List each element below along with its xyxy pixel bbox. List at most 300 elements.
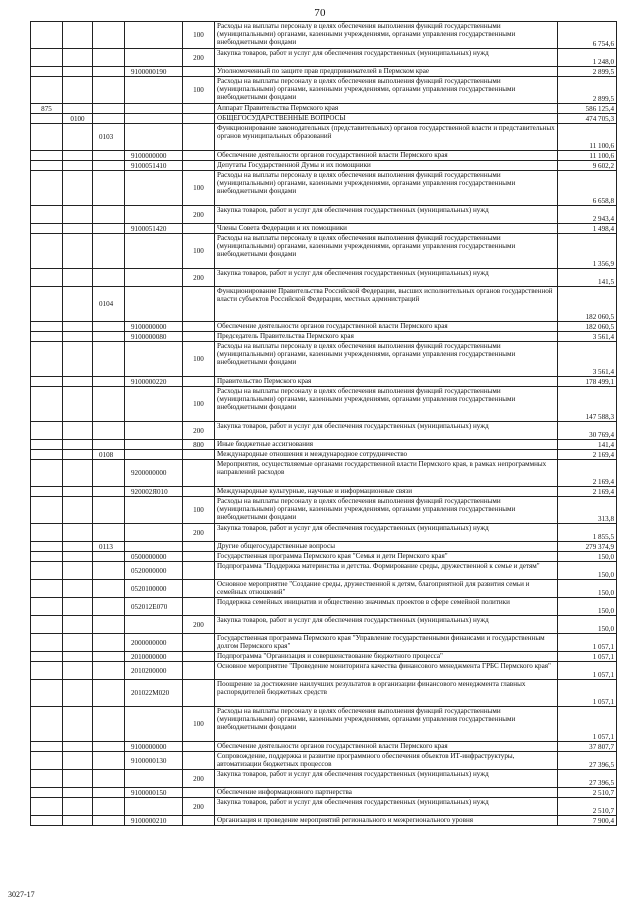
cell-amount: 2 899,5 — [558, 77, 617, 104]
cell-gov-code: 875 — [31, 104, 63, 114]
cell-expense-type: 200 — [183, 798, 215, 816]
cell-subsection — [93, 580, 125, 598]
cell-target-article: 2000000000 — [125, 634, 183, 652]
cell-expense-type: 100 — [183, 22, 215, 49]
cell-gov-code — [31, 287, 63, 322]
table-row — [31, 206, 617, 224]
cell-gov-code — [31, 67, 63, 77]
cell-amount: 2 169,4 — [558, 460, 617, 487]
cell-amount: 150,0 — [558, 580, 617, 598]
cell-expense-type — [183, 580, 215, 598]
cell-name: Закупка товаров, работ и услуг для обеспечения государственных (муниципальных) нужд — [215, 269, 558, 287]
cell-section — [63, 22, 93, 49]
cell-expense-type — [183, 460, 215, 487]
cell-target-article — [125, 524, 183, 542]
cell-gov-code — [31, 524, 63, 542]
table-row — [31, 151, 617, 161]
cell-section — [63, 580, 93, 598]
cell-expense-type — [183, 752, 215, 770]
cell-name: Расходы на выплаты персоналу в целях обеспечения выполнения функций государственными (муниципальными) органами, казенными учреждениями, органами управления государственными внебюджетными фондами — [215, 387, 558, 422]
table-row — [31, 332, 617, 342]
table-row — [31, 598, 617, 616]
cell-subsection — [93, 422, 125, 440]
cell-target-article: 9200000000 — [125, 460, 183, 487]
cell-expense-type: 100 — [183, 77, 215, 104]
cell-amount: 178 499,1 — [558, 377, 617, 387]
table-row — [31, 707, 617, 742]
cell-name: Функционирование Правительства Российской Федерации, высших исполнительных органов государственной власти субъектов Российской Федерации, местных администраций — [215, 287, 558, 322]
cell-gov-code — [31, 662, 63, 680]
cell-name: Обеспечение деятельности органов государственной власти Пермского края — [215, 322, 558, 332]
cell-gov-code — [31, 770, 63, 788]
table-row — [31, 161, 617, 171]
cell-gov-code — [31, 816, 63, 826]
cell-amount: 141,4 — [558, 440, 617, 450]
cell-target-article — [125, 450, 183, 460]
cell-gov-code — [31, 322, 63, 332]
cell-gov-code — [31, 742, 63, 752]
table-row — [31, 387, 617, 422]
cell-target-article: 9100051420 — [125, 224, 183, 234]
cell-section — [63, 422, 93, 440]
cell-name: Иные бюджетные ассигнования — [215, 440, 558, 450]
cell-gov-code — [31, 616, 63, 634]
cell-name: Расходы на выплаты персоналу в целях обеспечения выполнения функций государственными (муниципальными) органами, казенными учреждениями, органами управления государственными внебюджетными фондами — [215, 171, 558, 206]
cell-section — [63, 322, 93, 332]
cell-amount: 11 100,6 — [558, 124, 617, 151]
cell-name: Основное мероприятие "Создание среды, дружественной к детям, благоприятной для развития семьи и семейных отношений" — [215, 580, 558, 598]
table-row — [31, 422, 617, 440]
cell-target-article — [125, 77, 183, 104]
cell-expense-type — [183, 287, 215, 322]
cell-subsection — [93, 224, 125, 234]
cell-amount: 37 807,7 — [558, 742, 617, 752]
cell-expense-type — [183, 104, 215, 114]
cell-section — [63, 680, 93, 707]
cell-target-article: 9100051410 — [125, 161, 183, 171]
cell-section — [63, 460, 93, 487]
cell-expense-type: 100 — [183, 387, 215, 422]
cell-name: Члены Совета Федерации и их помощники — [215, 224, 558, 234]
cell-section — [63, 816, 93, 826]
cell-expense-type: 200 — [183, 269, 215, 287]
cell-name: Уполномоченный по защите прав предпринимателей в Пермском крае — [215, 67, 558, 77]
cell-subsection — [93, 562, 125, 580]
cell-target-article — [125, 440, 183, 450]
cell-name: Расходы на выплаты персоналу в целях обеспечения выполнения функций государственными (муниципальными) органами, казенными учреждениями, органами управления государственными внебюджетными фондами — [215, 707, 558, 742]
budget-table-body — [31, 22, 617, 826]
cell-section — [63, 234, 93, 269]
cell-target-article — [125, 234, 183, 269]
cell-amount: 1 057,1 — [558, 707, 617, 742]
cell-amount: 27 396,5 — [558, 752, 617, 770]
cell-amount: 313,8 — [558, 497, 617, 524]
cell-amount: 1 855,5 — [558, 524, 617, 542]
cell-gov-code — [31, 377, 63, 387]
cell-target-article: 2010200000 — [125, 662, 183, 680]
cell-gov-code — [31, 634, 63, 652]
cell-subsection — [93, 742, 125, 752]
cell-subsection — [93, 151, 125, 161]
cell-subsection — [93, 680, 125, 707]
table-row — [31, 770, 617, 788]
cell-amount: 1 057,1 — [558, 680, 617, 707]
cell-name: Расходы на выплаты персоналу в целях обеспечения выполнения функций государственными (муниципальными) органами, казенными учреждениями, органами управления государственными внебюджетными фондами — [215, 342, 558, 377]
cell-target-article: 9100000130 — [125, 752, 183, 770]
cell-subsection — [93, 440, 125, 450]
cell-section — [63, 742, 93, 752]
cell-gov-code — [31, 332, 63, 342]
table-row — [31, 234, 617, 269]
cell-section — [63, 124, 93, 151]
cell-name: Закупка товаров, работ и услуг для обеспечения государственных (муниципальных) нужд — [215, 206, 558, 224]
cell-target-article — [125, 707, 183, 742]
cell-target-article — [125, 387, 183, 422]
cell-amount: 11 100,6 — [558, 151, 617, 161]
cell-target-article — [125, 124, 183, 151]
cell-section — [63, 634, 93, 652]
cell-gov-code — [31, 798, 63, 816]
cell-expense-type: 200 — [183, 206, 215, 224]
cell-section — [63, 387, 93, 422]
cell-amount: 1 057,1 — [558, 662, 617, 680]
cell-amount: 182 060,5 — [558, 287, 617, 322]
cell-expense-type — [183, 816, 215, 826]
cell-name: Расходы на выплаты персоналу в целях обеспечения выполнения функций государственными (муниципальными) органами, казенными учреждениями, органами управления государственными внебюджетными фондами — [215, 234, 558, 269]
cell-expense-type — [183, 552, 215, 562]
table-row — [31, 487, 617, 497]
table-row — [31, 114, 617, 124]
cell-subsection — [93, 770, 125, 788]
cell-section — [63, 342, 93, 377]
cell-gov-code — [31, 562, 63, 580]
table-row — [31, 322, 617, 332]
cell-target-article: 9100000000 — [125, 322, 183, 332]
cell-gov-code — [31, 151, 63, 161]
cell-gov-code — [31, 171, 63, 206]
cell-subsection — [93, 497, 125, 524]
cell-name: Депутаты Государственной Думы и их помощники — [215, 161, 558, 171]
cell-amount: 1 356,9 — [558, 234, 617, 269]
cell-name: Организация и проведение мероприятий регионального и межрегионального уровня — [215, 816, 558, 826]
cell-amount: 30 769,4 — [558, 422, 617, 440]
table-row — [31, 562, 617, 580]
cell-amount: 2 510,7 — [558, 788, 617, 798]
cell-amount: 2 169,4 — [558, 487, 617, 497]
cell-name: Расходы на выплаты персоналу в целях обеспечения выполнения функций государственными (муниципальными) органами, казенными учреждениями, органами управления государственными внебюджетными фондами — [215, 497, 558, 524]
cell-section — [63, 662, 93, 680]
cell-section — [63, 562, 93, 580]
cell-target-article: 9100000210 — [125, 816, 183, 826]
cell-gov-code — [31, 752, 63, 770]
cell-amount: 474 705,3 — [558, 114, 617, 124]
cell-name: Председатель Правительства Пермского края — [215, 332, 558, 342]
cell-subsection — [93, 269, 125, 287]
cell-name: Закупка товаров, работ и услуг для обеспечения государственных (муниципальных) нужд — [215, 770, 558, 788]
cell-amount: 3 561,4 — [558, 332, 617, 342]
cell-amount: 6 754,6 — [558, 22, 617, 49]
cell-target-article — [125, 287, 183, 322]
cell-section — [63, 450, 93, 460]
table-row — [31, 580, 617, 598]
cell-target-article: 9100000220 — [125, 377, 183, 387]
cell-subsection — [93, 104, 125, 114]
cell-section — [63, 377, 93, 387]
cell-gov-code — [31, 269, 63, 287]
cell-expense-type: 800 — [183, 440, 215, 450]
cell-section — [63, 206, 93, 224]
table-row — [31, 742, 617, 752]
cell-subsection — [93, 487, 125, 497]
cell-section — [63, 332, 93, 342]
cell-subsection — [93, 662, 125, 680]
cell-subsection — [93, 798, 125, 816]
cell-name: Обеспечение деятельности органов государственной власти Пермского края — [215, 742, 558, 752]
cell-name: Обеспечение информационного партнерства — [215, 788, 558, 798]
cell-gov-code — [31, 234, 63, 269]
cell-target-article — [125, 269, 183, 287]
table-row — [31, 652, 617, 662]
cell-expense-type — [183, 562, 215, 580]
cell-section — [63, 598, 93, 616]
cell-section — [63, 287, 93, 322]
cell-gov-code — [31, 497, 63, 524]
cell-subsection — [93, 377, 125, 387]
table-row — [31, 542, 617, 552]
cell-expense-type: 100 — [183, 497, 215, 524]
cell-subsection — [93, 49, 125, 67]
cell-amount: 2 899,5 — [558, 67, 617, 77]
cell-subsection — [93, 332, 125, 342]
cell-target-article: 9100000000 — [125, 742, 183, 752]
cell-target-article — [125, 22, 183, 49]
cell-name: Государственная программа Пермского края "Управление государственными финансами и государственным долгом Пермского края" — [215, 634, 558, 652]
cell-subsection: 0108 — [93, 450, 125, 460]
table-row — [31, 269, 617, 287]
cell-expense-type: 200 — [183, 524, 215, 542]
cell-name: Подпрограмма "Организация и совершенствование бюджетного процесса" — [215, 652, 558, 662]
cell-gov-code — [31, 450, 63, 460]
table-row — [31, 171, 617, 206]
cell-subsection — [93, 161, 125, 171]
cell-gov-code — [31, 422, 63, 440]
table-row — [31, 104, 617, 114]
cell-target-article — [125, 497, 183, 524]
cell-gov-code — [31, 114, 63, 124]
cell-subsection: 0103 — [93, 124, 125, 151]
table-row — [31, 67, 617, 77]
table-row — [31, 287, 617, 322]
cell-name: Функционирование законодательных (представительных) органов государственной власти и представительных органов муниципальных образований — [215, 124, 558, 151]
cell-expense-type — [183, 634, 215, 652]
table-row — [31, 49, 617, 67]
cell-gov-code — [31, 460, 63, 487]
cell-name: Расходы на выплаты персоналу в целях обеспечения выполнения функций государственными (муниципальными) органами, казенными учреждениями, органами управления государственными внебюджетными фондами — [215, 77, 558, 104]
table-row — [31, 680, 617, 707]
cell-subsection: 0104 — [93, 287, 125, 322]
cell-target-article: 2010000000 — [125, 652, 183, 662]
table-row — [31, 377, 617, 387]
cell-target-article: 9100000190 — [125, 67, 183, 77]
cell-subsection — [93, 816, 125, 826]
cell-expense-type — [183, 161, 215, 171]
cell-subsection — [93, 67, 125, 77]
cell-expense-type: 100 — [183, 171, 215, 206]
cell-section — [63, 552, 93, 562]
cell-amount: 147 588,3 — [558, 387, 617, 422]
table-row — [31, 662, 617, 680]
budget-table — [30, 21, 617, 826]
cell-name: Мероприятия, осуществляемые органами государственной власти Пермского края, в рамках непрограммных направлений расходов — [215, 460, 558, 487]
cell-section — [63, 707, 93, 742]
table-row — [31, 460, 617, 487]
cell-amount: 150,0 — [558, 616, 617, 634]
cell-expense-type — [183, 67, 215, 77]
cell-name: Сопровождение, поддержка и развитие программного обеспечения объектов ИТ-инфраструктуры, автоматизации бюджетных процессов — [215, 752, 558, 770]
table-row — [31, 124, 617, 151]
cell-section — [63, 524, 93, 542]
cell-gov-code — [31, 387, 63, 422]
cell-expense-type: 100 — [183, 342, 215, 377]
cell-target-article: 920002Я010 — [125, 487, 183, 497]
cell-amount: 141,5 — [558, 269, 617, 287]
cell-subsection — [93, 22, 125, 49]
table-row — [31, 634, 617, 652]
table-row — [31, 524, 617, 542]
cell-name: Поощрение за достижение наилучших результатов в организации финансового менеджмента главных распорядителей бюджетных средств — [215, 680, 558, 707]
cell-target-article — [125, 104, 183, 114]
cell-section — [63, 652, 93, 662]
cell-target-article — [125, 114, 183, 124]
cell-amount: 9 602,2 — [558, 161, 617, 171]
cell-name: Расходы на выплаты персоналу в целях обеспечения выполнения функций государственными (муниципальными) органами, казенными учреждениями, органами управления государственными внебюджетными фондами — [215, 22, 558, 49]
cell-gov-code — [31, 707, 63, 742]
table-row — [31, 22, 617, 49]
cell-target-article — [125, 770, 183, 788]
cell-section — [63, 171, 93, 206]
cell-target-article — [125, 171, 183, 206]
cell-amount: 3 561,4 — [558, 342, 617, 377]
table-row — [31, 816, 617, 826]
cell-name: Правительство Пермского края — [215, 377, 558, 387]
cell-section — [63, 752, 93, 770]
cell-amount: 150,0 — [558, 598, 617, 616]
cell-name: Закупка товаров, работ и услуг для обеспечения государственных (муниципальных) нужд — [215, 49, 558, 67]
table-row — [31, 752, 617, 770]
cell-amount: 1 057,1 — [558, 634, 617, 652]
table-row — [31, 77, 617, 104]
cell-section — [63, 77, 93, 104]
cell-target-article: 9100000080 — [125, 332, 183, 342]
cell-gov-code — [31, 552, 63, 562]
cell-name: Закупка товаров, работ и услуг для обеспечения государственных (муниципальных) нужд — [215, 798, 558, 816]
cell-name: Основное мероприятие "Проведение мониторинга качества финансового менеджмента ГРБС Пермского края" — [215, 662, 558, 680]
cell-target-article: 9100000150 — [125, 788, 183, 798]
cell-expense-type — [183, 742, 215, 752]
cell-name: Обеспечение деятельности органов государственной власти Пермского края — [215, 151, 558, 161]
cell-expense-type — [183, 114, 215, 124]
cell-name: Поддержка семейных инициатив и общественно значимых проектов в сфере семейной политики — [215, 598, 558, 616]
cell-gov-code — [31, 161, 63, 171]
cell-amount: 279 374,9 — [558, 542, 617, 552]
cell-name: Подпрограмма "Поддержка материнства и детства. Формирование среды, дружественной к семье и детям" — [215, 562, 558, 580]
cell-name: ОБЩЕГОСУДАРСТВЕННЫЕ ВОПРОСЫ — [215, 114, 558, 124]
cell-gov-code — [31, 49, 63, 67]
cell-gov-code — [31, 22, 63, 49]
cell-name: Государственная программа Пермского края "Семья и дети Пермского края" — [215, 552, 558, 562]
cell-expense-type — [183, 224, 215, 234]
cell-target-article: 0520100000 — [125, 580, 183, 598]
cell-gov-code — [31, 788, 63, 798]
cell-section — [63, 104, 93, 114]
cell-subsection — [93, 634, 125, 652]
cell-amount: 2 510,7 — [558, 798, 617, 816]
cell-amount: 586 125,4 — [558, 104, 617, 114]
table-row — [31, 342, 617, 377]
cell-target-article — [125, 798, 183, 816]
cell-subsection — [93, 616, 125, 634]
cell-expense-type — [183, 377, 215, 387]
cell-expense-type — [183, 598, 215, 616]
cell-subsection — [93, 322, 125, 332]
cell-target-article — [125, 49, 183, 67]
cell-section — [63, 269, 93, 287]
cell-target-article: 9100000000 — [125, 151, 183, 161]
cell-subsection: 0113 — [93, 542, 125, 552]
cell-expense-type: 200 — [183, 422, 215, 440]
cell-expense-type — [183, 788, 215, 798]
cell-target-article — [125, 342, 183, 377]
cell-subsection — [93, 707, 125, 742]
cell-amount: 2 943,4 — [558, 206, 617, 224]
cell-gov-code — [31, 598, 63, 616]
cell-target-article: 0520000000 — [125, 562, 183, 580]
cell-target-article — [125, 616, 183, 634]
cell-gov-code — [31, 342, 63, 377]
page-number: 70 — [314, 7, 326, 19]
cell-gov-code — [31, 206, 63, 224]
cell-gov-code — [31, 124, 63, 151]
cell-target-article — [125, 206, 183, 224]
cell-name: Закупка товаров, работ и услуг для обеспечения государственных (муниципальных) нужд — [215, 422, 558, 440]
cell-name: Международные культурные, научные и информационные связи — [215, 487, 558, 497]
cell-gov-code — [31, 542, 63, 552]
cell-amount: 2 169,4 — [558, 450, 617, 460]
cell-subsection — [93, 598, 125, 616]
cell-amount: 150,0 — [558, 552, 617, 562]
cell-section — [63, 487, 93, 497]
cell-gov-code — [31, 580, 63, 598]
cell-name: Международные отношения и международное сотрудничество — [215, 450, 558, 460]
cell-subsection — [93, 460, 125, 487]
table-row — [31, 224, 617, 234]
cell-subsection — [93, 206, 125, 224]
cell-subsection — [93, 752, 125, 770]
cell-subsection — [93, 788, 125, 798]
cell-section — [63, 788, 93, 798]
cell-amount: 27 396,5 — [558, 770, 617, 788]
cell-expense-type — [183, 487, 215, 497]
table-row — [31, 440, 617, 450]
cell-section — [63, 542, 93, 552]
cell-gov-code — [31, 487, 63, 497]
table-row — [31, 450, 617, 460]
cell-gov-code — [31, 440, 63, 450]
cell-target-article: 201022М020 — [125, 680, 183, 707]
cell-target-article — [125, 422, 183, 440]
cell-section — [63, 770, 93, 788]
cell-section — [63, 798, 93, 816]
